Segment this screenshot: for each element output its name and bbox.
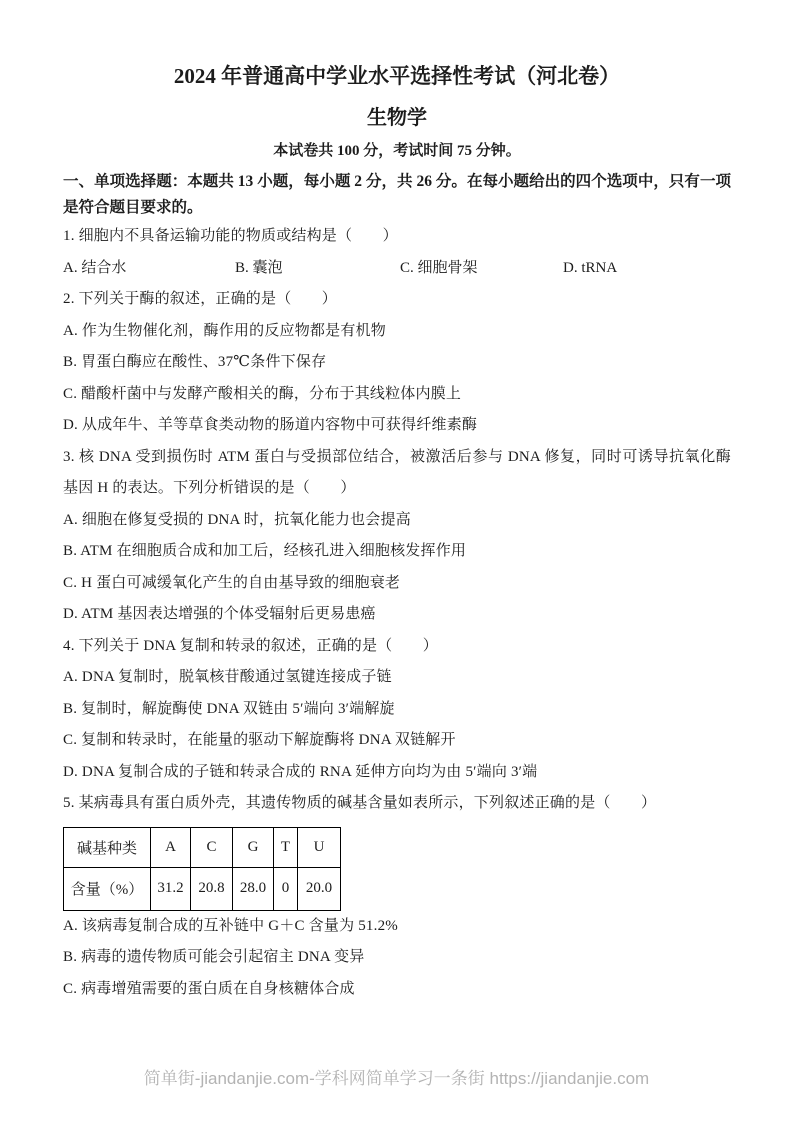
question-2-stem: 2. 下列关于酶的叙述，正确的是（ ）	[63, 291, 338, 307]
question-1-option-a: A. 结合水	[63, 259, 127, 276]
question-4-option-b: B. 复制时，解旋酶使 DNA 双链由 5′端向 3′端解旋	[63, 700, 395, 717]
table-header-row	[64, 827, 341, 867]
question-2-option-b: B. 胃蛋白酶应在酸性、37℃条件下保存	[63, 354, 327, 370]
table-value-cell: 0	[274, 867, 298, 910]
section-header: 一、单项选择题：本题共 13 小题，每小题 2 分，共 26 分。在每小题给出的四个选项中，只有一项是符合题目要求的。	[63, 173, 731, 216]
table-value-cell: 28.0	[233, 867, 274, 910]
table-header-cell: T	[274, 827, 298, 867]
question-4-option-c: C. 复制和转录时，在能量的驱动下解旋酶将 DNA 双链解开	[63, 732, 456, 748]
question-3-option-d: D. ATM 基因表达增强的个体受辐射后更易患癌	[63, 606, 376, 622]
question-4-stem: 4. 下列关于 DNA 复制和转录的叙述，正确的是（ ）	[63, 637, 438, 654]
question-5-option-b: B. 病毒的遗传物质可能会引起宿主 DNA 变异	[63, 949, 365, 965]
page-title: 2024 年普通高中学业水平选择性考试（河北卷）	[173, 64, 621, 88]
table-value-cell: 20.8	[191, 867, 233, 910]
question-3-option-c: C. H 蛋白可减缓氧化产生的自由基导致的细胞衰老	[63, 574, 401, 591]
question-1-options	[63, 253, 731, 285]
question-3-stem: 3. 核 DNA 受到损伤时 ATM 蛋白与受损部位结合，被激活后参与 DNA 修复，同时可诱导抗氧化酶基因 H 的表达。下列分析错误的是（ ）	[63, 448, 731, 496]
question-1-option-d: D. tRNA	[563, 259, 618, 276]
question-4-option-d: D. DNA 复制合成的子链和转录合成的 RNA 延伸方向均为由 5′端向 3′端	[63, 763, 538, 780]
question-5-option-a: A. 该病毒复制合成的互补链中 G＋C 含量为 51.2%	[63, 917, 398, 934]
question-2-option-a: A. 作为生物催化剂，酶作用的反应物都是有机物	[63, 322, 386, 339]
question-4-option-a: A. DNA 复制时，脱氧核苷酸通过氢键连接成子链	[63, 669, 392, 685]
question-2-option-c: C. 醋酸杆菌中与发酵产酸相关的酶，分布于其线粒体内膜上	[63, 385, 462, 402]
table-header-cell: U	[298, 827, 341, 867]
subject-title: 生物学	[367, 107, 427, 129]
watermark-footer: 简单街-jiandanjie.com-学科网简单学习一条街 https://jiandanjie.com	[143, 1069, 650, 1088]
exam-info: 本试卷共 100 分，考试时间 75 分钟。	[273, 143, 521, 159]
table-header-cell: G	[233, 827, 274, 867]
table-row-label: 含量（%）	[64, 867, 151, 910]
question-2-option-d: D. 从成年牛、羊等草食类动物的肠道内容物中可获得纤维素酶	[63, 417, 478, 433]
base-content-table	[63, 827, 341, 911]
question-5-stem: 5. 某病毒具有蛋白质外壳，其遗传物质的碱基含量如表所示，下列叙述正确的是（ ）	[63, 795, 657, 811]
question-3-option-a: A. 细胞在修复受损的 DNA 时，抗氧化能力也会提高	[63, 511, 411, 528]
table-header-cell: A	[151, 827, 191, 867]
table-header-cell: C	[191, 827, 233, 867]
table-header-cell: 碱基种类	[64, 827, 151, 867]
question-1-option-c: C. 细胞骨架	[400, 259, 478, 276]
question-1-option-b: B. 囊泡	[235, 259, 283, 276]
table-value-row	[64, 867, 341, 910]
question-5-option-c: C. 病毒增殖需要的蛋白质在自身核糖体合成	[63, 980, 355, 997]
question-3-option-b: B. ATM 在细胞质合成和加工后，经核孔进入细胞核发挥作用	[63, 543, 467, 559]
table-value-cell: 31.2	[151, 867, 191, 910]
table-value-cell: 20.0	[298, 867, 341, 910]
question-1-stem: 1. 细胞内不具备运输功能的物质或结构是（ ）	[63, 228, 398, 244]
